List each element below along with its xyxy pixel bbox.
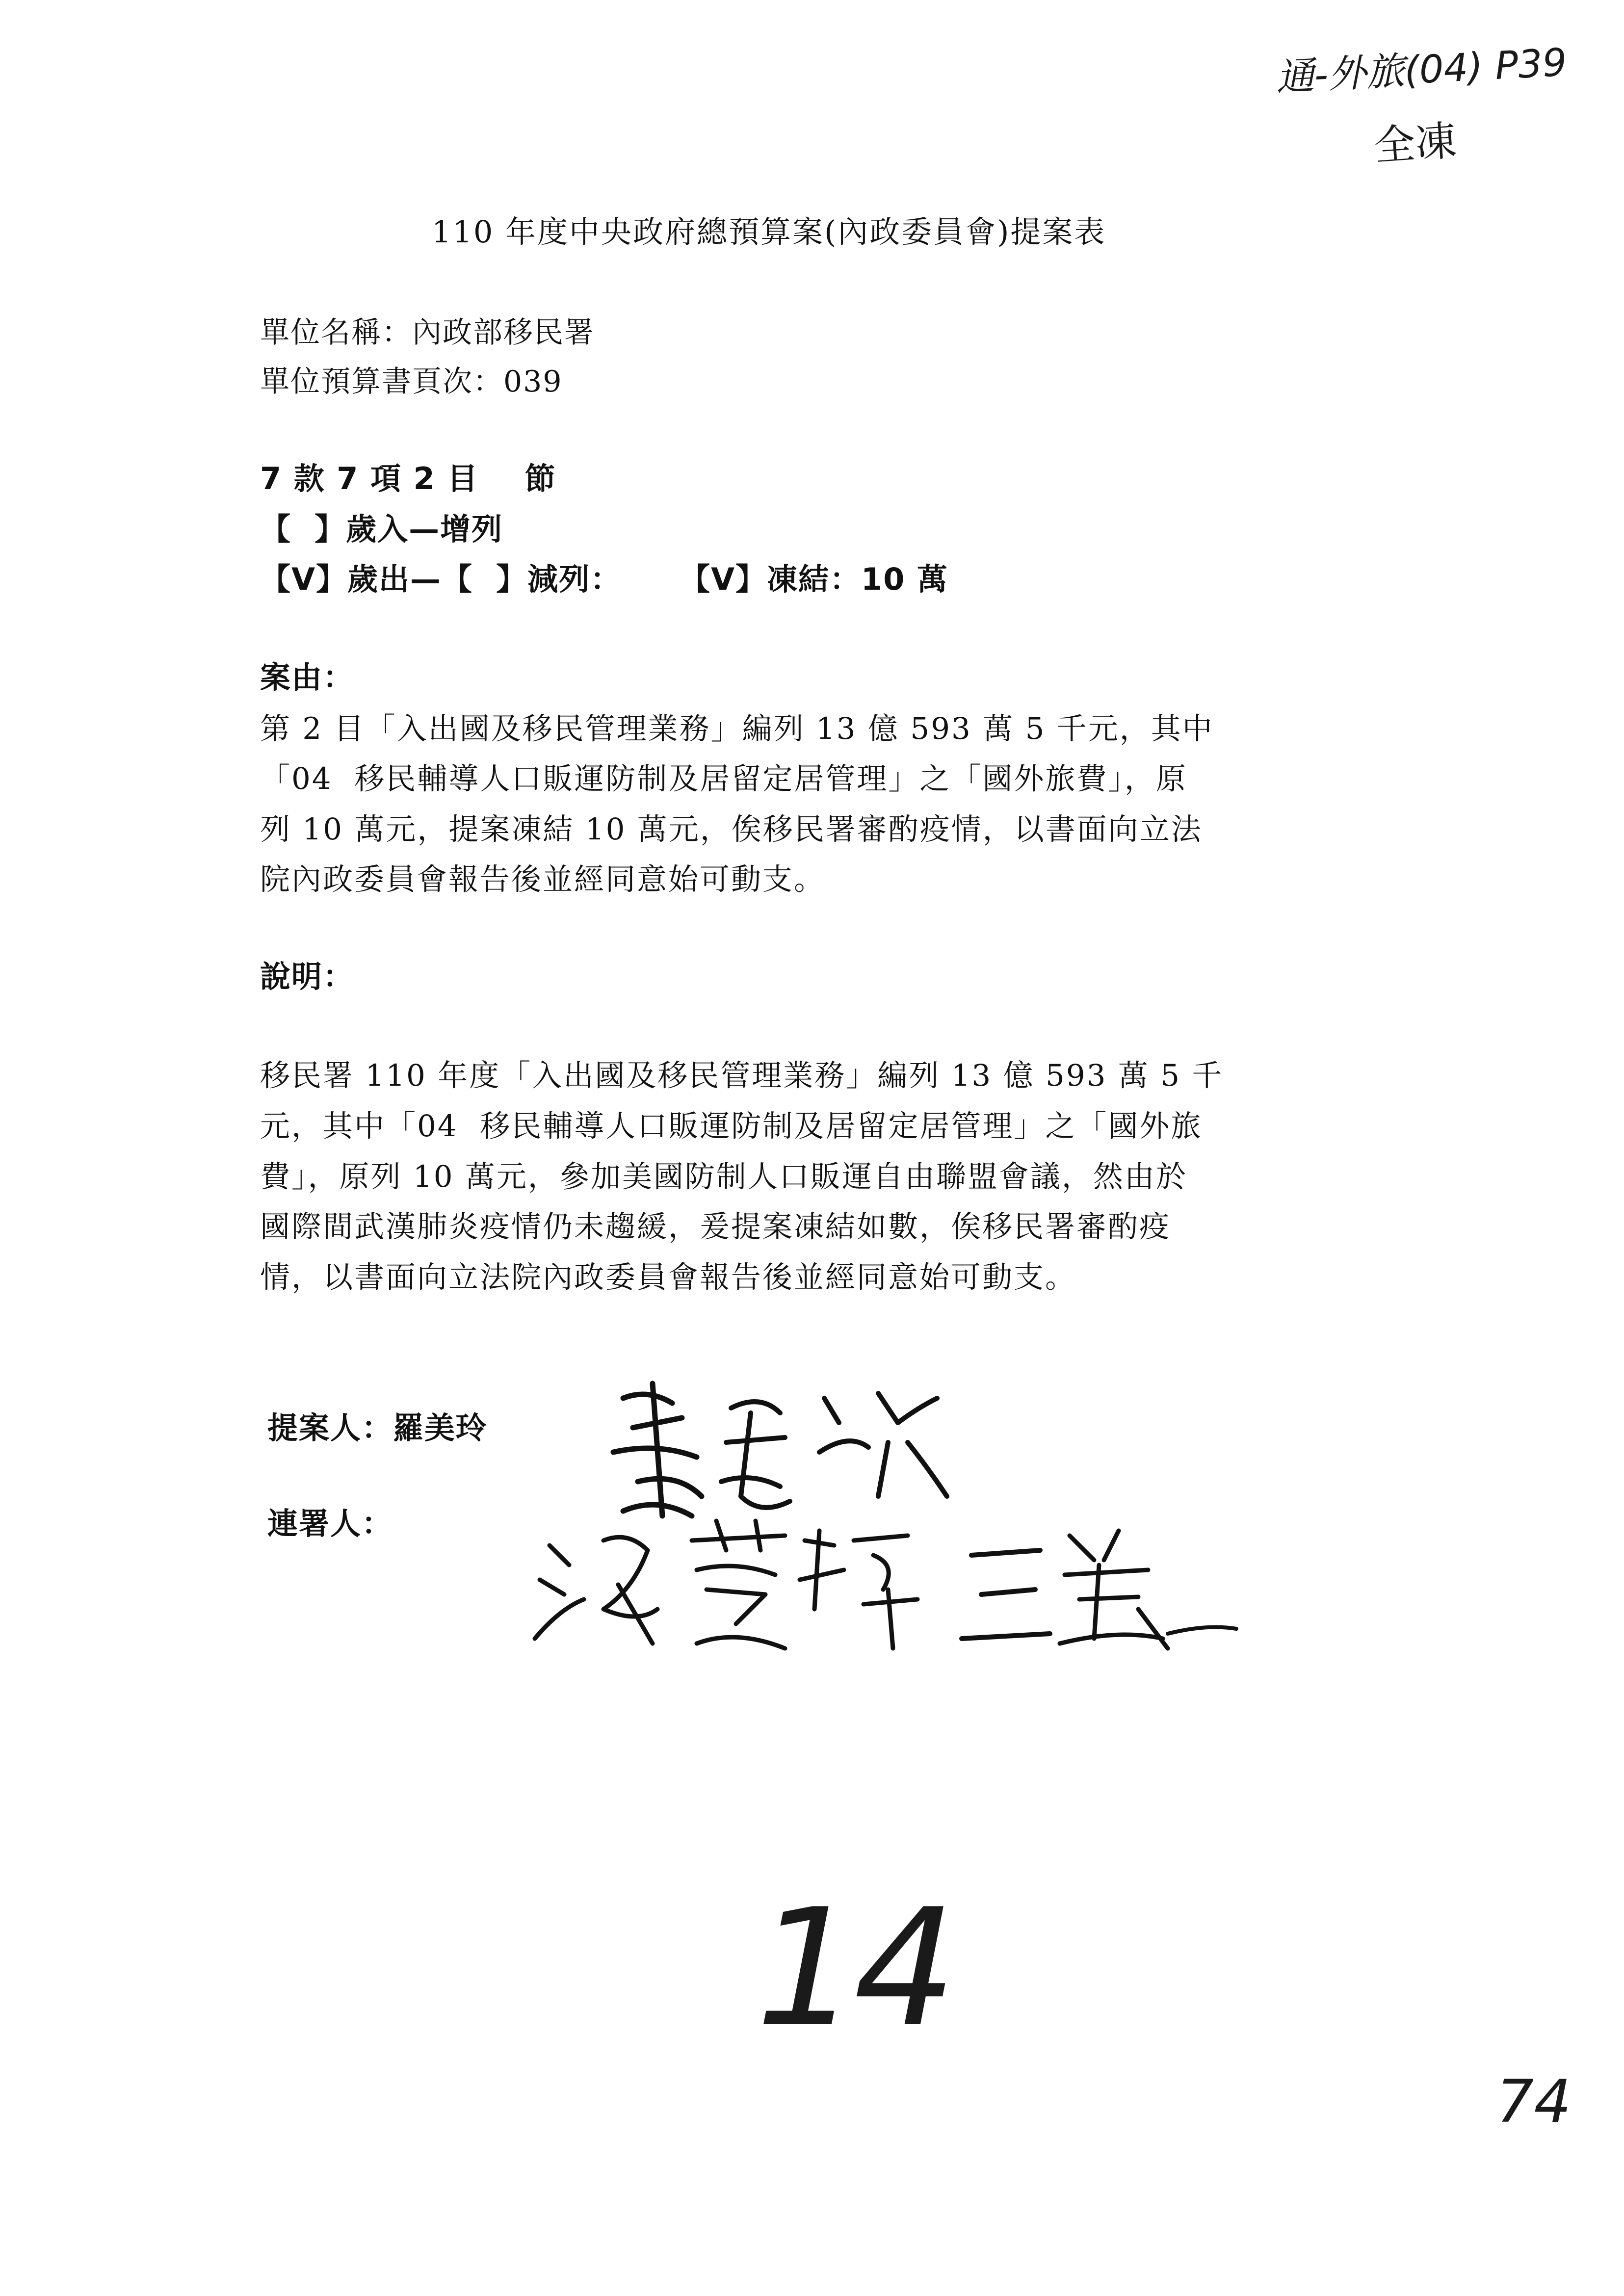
cosigner-signature: [530, 1511, 1241, 1658]
reason-line: 院內政委員會報告後並經同意始可動支。: [260, 862, 826, 897]
reason-line: 列 10 萬元，提案凍結 10 萬元，俟移民署審酌疫情，以書面向立法: [260, 812, 1203, 847]
proposer-signature: [603, 1369, 957, 1531]
explanation-line: 元，其中「04 移民輔導人口販運防制及居留定居管理」之「國外旅: [260, 1109, 1203, 1144]
page-number: 14: [756, 1874, 952, 2062]
expense-line: 【V】歲出—【 】減列： 【V】凍結：10 萬: [260, 561, 948, 597]
reason-line: 「04 移民輔導人口販運防制及居留定居管理」之「國外旅費」，原: [260, 761, 1187, 796]
explanation-line: 國際間武漢肺炎疫情仍未趨緩，爰提案凍結如數，俟移民署審酌疫: [260, 1209, 1171, 1244]
cosigner-label: 連署人：: [267, 1506, 393, 1541]
explanation-line: 移民署 110 年度「入出國及移民管理業務」編列 13 億 593 萬 5 千: [260, 1058, 1224, 1093]
unit-name: 單位名稱：內政部移民署: [260, 315, 595, 350]
margin-note-line2: 全凍: [1372, 116, 1458, 170]
explanation-line: 費」，原列 10 萬元，參加美國防制人口販運自由聯盟會議，然由於: [260, 1159, 1187, 1194]
margin-note-line1: 通-外旅(04) P39: [1275, 40, 1568, 100]
budget-page: 單位預算書頁次：039: [260, 365, 563, 399]
reason-line: 第 2 目「入出國及移民管理業務」編列 13 億 593 萬 5 千元，其中: [260, 711, 1214, 746]
proposer-label: 提案人：羅美玲: [267, 1410, 488, 1446]
revenue-line: 【 】歲入—增列: [260, 511, 503, 547]
corner-mark: 74: [1496, 2068, 1572, 2136]
explanation-line: 情，以書面向立法院內政委員會報告後並經同意始可動支。: [260, 1260, 1077, 1295]
reason-heading: 案由：: [260, 659, 355, 695]
section-line: 7 款 7 項 2 目 節: [260, 461, 556, 496]
explanation-heading: 說明：: [260, 959, 355, 994]
page-title: 110 年度中央政府總預算案(內政委員會)提案表: [432, 214, 1106, 250]
